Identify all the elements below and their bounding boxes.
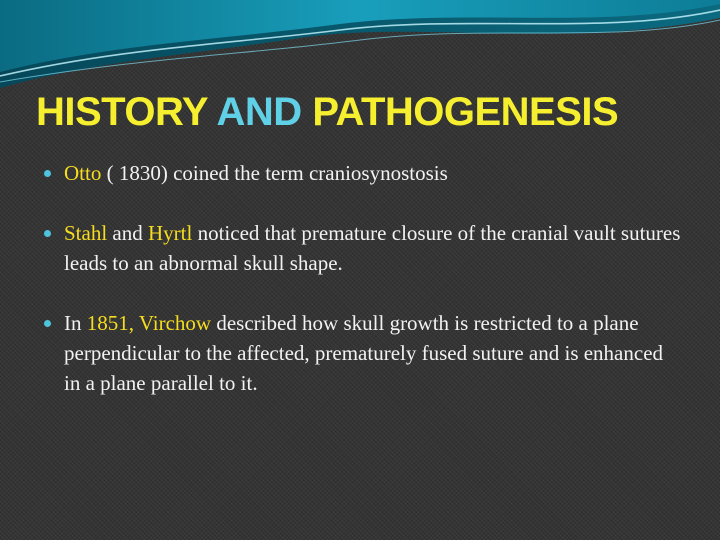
title-pathogenesis: PATHOGENESIS bbox=[312, 90, 619, 134]
bullet-text: and bbox=[107, 221, 148, 245]
bullet-text: noticed that premature closure of the cranial vault sutures leads to an abnormal skull shape. bbox=[64, 221, 681, 275]
name-hyrtl: Hyrtl bbox=[148, 221, 193, 245]
name-otto: Otto bbox=[64, 161, 102, 185]
bullet-stahl-hyrtl bbox=[44, 218, 684, 278]
bullet-dot-icon bbox=[44, 170, 51, 177]
bullet-text: ( 1830) coined the term craniosynostosis bbox=[101, 161, 448, 185]
bullet-virchow bbox=[44, 308, 684, 398]
wave-decoration bbox=[0, 0, 720, 100]
bullet-otto bbox=[44, 158, 684, 188]
title-and: AND bbox=[216, 90, 302, 134]
name-stahl: Stahl bbox=[64, 221, 108, 245]
name-virchow: 1851, Virchow bbox=[86, 311, 212, 335]
bullet-dot-icon bbox=[44, 230, 51, 237]
bullet-dot-icon bbox=[44, 320, 51, 327]
bullet-text: described how skull growth is restricted to a plane perpendicular to the affected, prematurely fused suture and is enhanced in a plane parallel to it. bbox=[64, 311, 664, 395]
bullet-text: In bbox=[64, 311, 87, 335]
page-title bbox=[36, 88, 618, 136]
title-history: HISTORY bbox=[36, 90, 208, 134]
bullet-list bbox=[44, 158, 684, 428]
